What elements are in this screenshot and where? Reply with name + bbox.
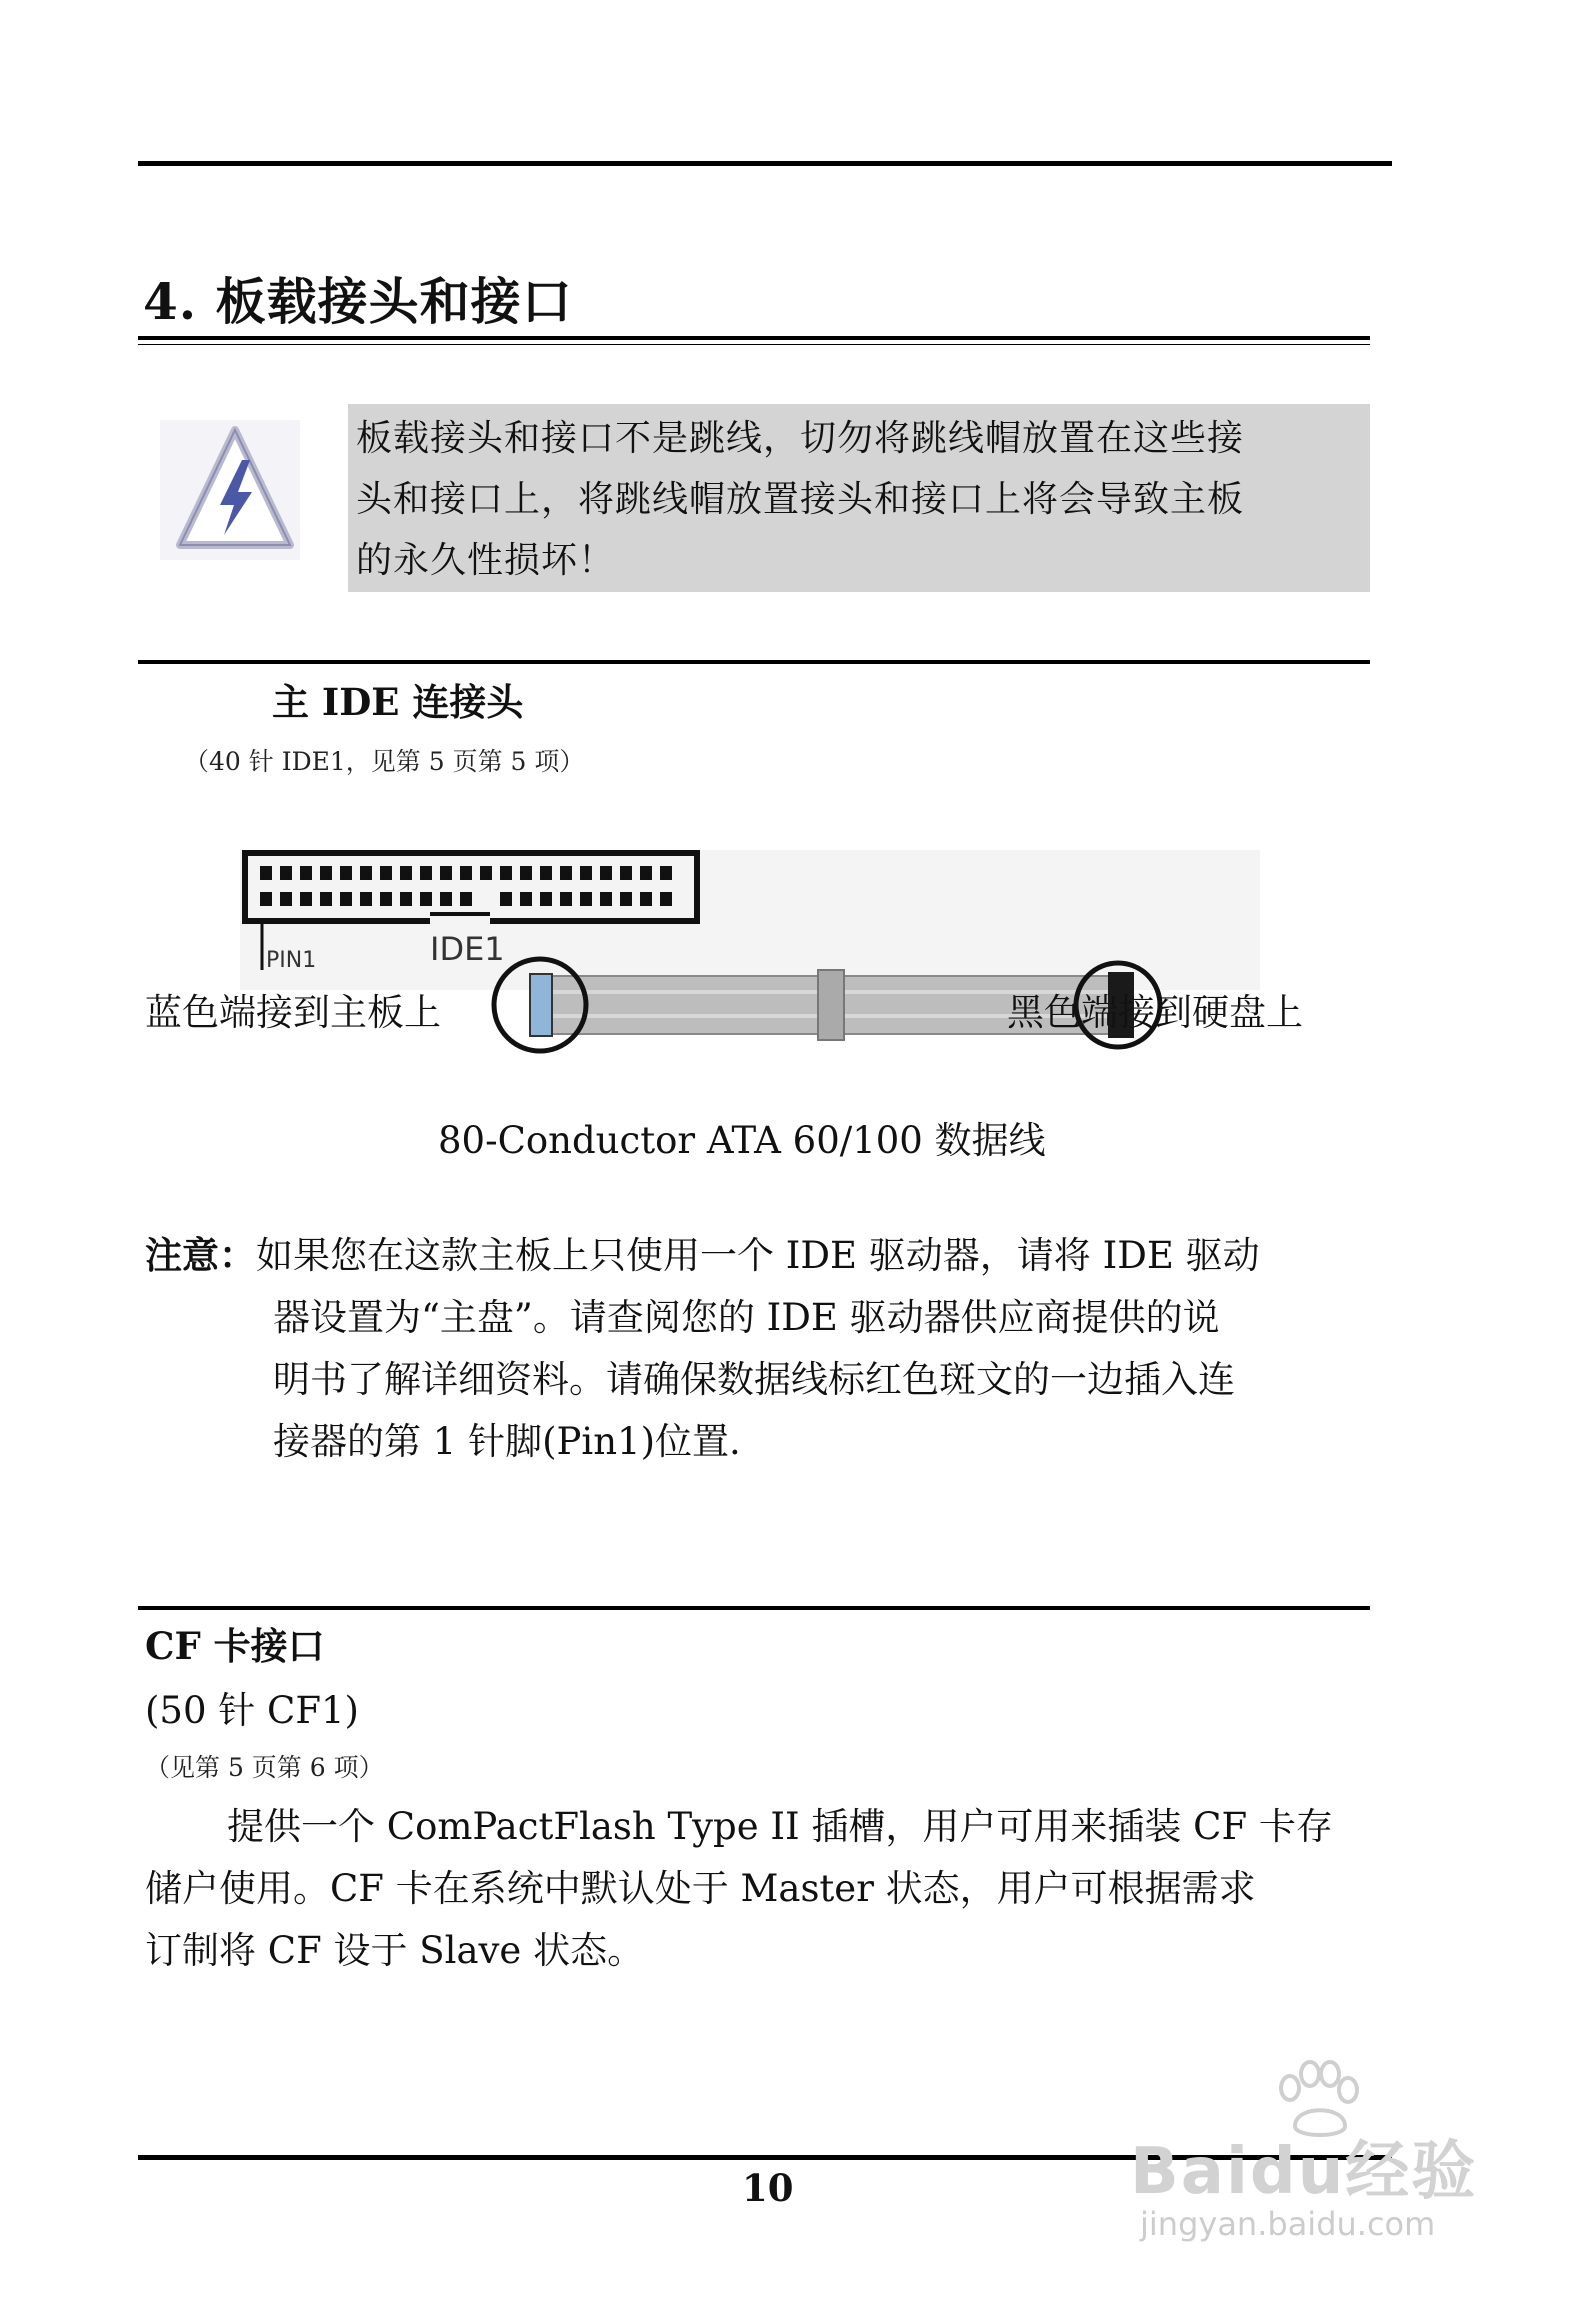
note-paragraph xyxy=(145,1224,1375,1473)
ide-subtitle: （40 针 IDE1，见第 5 页第 5 项） xyxy=(184,747,585,776)
black-end-label: 黑色端接到硬盘上 xyxy=(1007,991,1303,1034)
cf-description xyxy=(145,1796,1375,1982)
cable-caption: 80-Conductor ATA 60/100 数据线 xyxy=(438,1119,1046,1162)
pin1-label: PIN1 xyxy=(266,948,317,973)
cf-title: CF 卡接口 xyxy=(145,1624,325,1668)
warning-text xyxy=(356,408,1366,591)
title-underline-thin xyxy=(138,344,1370,345)
watermark-brand: Baidu经验 xyxy=(1130,2135,1478,2209)
ide1-label: IDE1 xyxy=(430,930,505,968)
section-title: 4. 板载接头和接口 xyxy=(143,272,573,331)
ide-title: 主 IDE 连接头 xyxy=(272,680,524,724)
cf-line: 储户使用。CF 卡在系统中默认处于 Master 状态，用户可根据需求 xyxy=(145,1867,1256,1910)
cf-line: 订制将 CF 设于 Slave 状态。 xyxy=(145,1929,645,1972)
note-line: 如果您在这款主板上只使用一个 IDE 驱动器，请将 IDE 驱动 xyxy=(256,1234,1260,1277)
title-underline-thick xyxy=(138,336,1370,340)
warning-line: 头和接口上，将跳线帽放置接头和接口上将会导致主板 xyxy=(356,479,1245,520)
note-line: 接器的第 1 针脚(Pin1)位置. xyxy=(273,1420,741,1463)
note-label: 注意： xyxy=(145,1233,256,1277)
cf-pins: (50 针 CF1) xyxy=(145,1689,359,1732)
header-top-rule xyxy=(138,161,1392,166)
note-line: 器设置为“主盘”。请查阅您的 IDE 驱动器供应商提供的说 xyxy=(273,1296,1220,1339)
cf-ref: （见第 5 页第 6 项） xyxy=(145,1753,384,1782)
warning-triangle-lightning-icon xyxy=(160,420,300,560)
blue-end-label: 蓝色端接到主板上 xyxy=(145,991,441,1034)
ide-section-rule xyxy=(138,660,1370,664)
page-number: 10 xyxy=(742,2166,794,2210)
cf-line: 提供一个 ComPactFlash Type II 插槽，用户可用来插装 CF 卡存 xyxy=(227,1805,1333,1848)
warning-line: 板载接头和接口不是跳线，切勿将跳线帽放置在这些接 xyxy=(356,418,1245,459)
watermark-url: jingyan.baidu.com xyxy=(1140,2205,1436,2243)
note-line: 明书了解详细资料。请确保数据线标红色斑文的一边插入连 xyxy=(273,1358,1235,1401)
cf-section-rule xyxy=(138,1606,1370,1610)
warning-line: 的永久性损坏！ xyxy=(356,540,616,581)
